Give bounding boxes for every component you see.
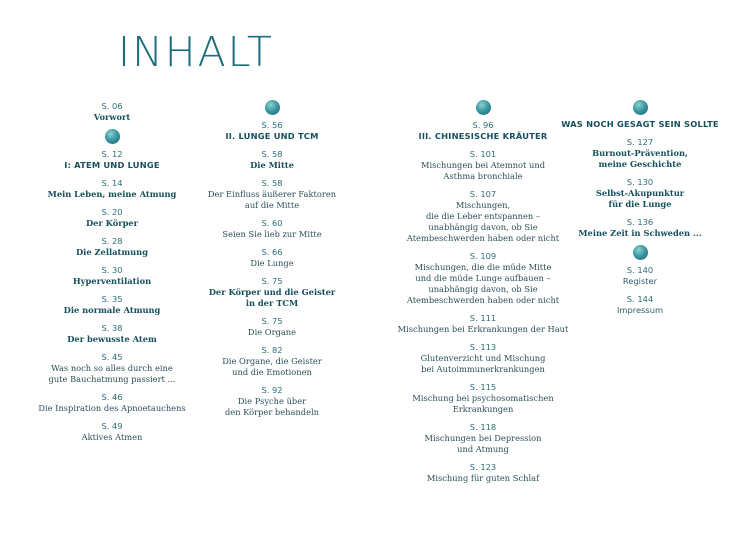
toc-entry[interactable] xyxy=(550,293,730,316)
toc-column-2 xyxy=(182,100,362,424)
toc-entry-label: Der Körper xyxy=(85,218,139,228)
toc-section-heading: WAS NOCH GESAGT SEIN SOLLTE xyxy=(561,119,719,129)
toc-page-number: S. 140 xyxy=(626,265,654,275)
toc-entry[interactable] xyxy=(22,177,202,200)
toc-entry[interactable] xyxy=(393,100,573,142)
toc-page-number: S. 46 xyxy=(101,392,123,402)
toc-entry-label: Der Einfluss äußerer Faktoren auf die Mitte xyxy=(207,189,337,210)
toc-section-heading: III. CHINESISCHE KRÄUTER xyxy=(418,131,548,141)
toc-page-number: S. 144 xyxy=(626,294,654,304)
toc-entry-label: Der bewusste Atem xyxy=(67,334,157,344)
toc-entry-label: Burnout-Prävention, meine Geschichte xyxy=(592,148,688,169)
toc-entry[interactable] xyxy=(393,381,573,415)
toc-entry[interactable] xyxy=(22,129,202,171)
toc-entry-label: Die normale Atmung xyxy=(63,305,161,315)
toc-page-number: S. 75 xyxy=(261,276,283,286)
toc-page-number: S. 58 xyxy=(261,149,283,159)
toc-entry[interactable] xyxy=(393,250,573,306)
toc-page-number: S. 109 xyxy=(469,251,497,261)
toc-page-number: S. 136 xyxy=(626,217,654,227)
toc-entry[interactable] xyxy=(182,275,362,309)
toc-entry[interactable] xyxy=(22,264,202,287)
toc-page-number: S. 38 xyxy=(101,323,123,333)
toc-page-number: S. 66 xyxy=(261,247,283,257)
toc-entry[interactable] xyxy=(550,176,730,210)
toc-page-number: S. 113 xyxy=(469,342,497,352)
toc-entry-label: Hyperventilation xyxy=(72,276,152,286)
toc-entry[interactable] xyxy=(393,461,573,484)
toc-column-4 xyxy=(550,100,730,322)
page-title: INHALT xyxy=(118,28,274,76)
toc-page-number: S. 130 xyxy=(626,177,654,187)
toc-entry-label: Seien Sie lieb zur Mitte xyxy=(222,229,322,239)
toc-entry[interactable] xyxy=(182,177,362,211)
toc-entry[interactable] xyxy=(550,245,730,287)
toc-page-number: S. 107 xyxy=(469,189,497,199)
toc-entry-label: Aktives Atmen xyxy=(81,432,143,442)
toc-page-number: S. 111 xyxy=(469,313,497,323)
toc-entry-label: Impressum xyxy=(616,305,664,315)
toc-entry-label: Mischungen bei Atemnot und Asthma bronchiale xyxy=(420,160,546,181)
toc-page-number: S. 14 xyxy=(101,178,123,188)
toc-page-number: S. 28 xyxy=(101,236,123,246)
section-dot-icon xyxy=(476,100,491,115)
toc-entry[interactable] xyxy=(393,148,573,182)
toc-entry-label: Die Mitte xyxy=(250,160,294,170)
toc-column-3 xyxy=(393,100,573,490)
toc-entry[interactable] xyxy=(393,188,573,244)
toc-entry[interactable] xyxy=(182,148,362,171)
toc-entry-label: Glutenverzicht und Mischung bei Autoimmunerkrankungen xyxy=(420,353,546,374)
toc-entry-label: Selbst-Akupunktur für die Lunge xyxy=(595,188,685,209)
toc-entry[interactable] xyxy=(182,384,362,418)
toc-section-heading: II. LUNGE UND TCM xyxy=(225,131,319,141)
toc-entry[interactable] xyxy=(22,420,202,443)
toc-page-number: S. 96 xyxy=(472,120,494,130)
toc-page-number: S. 58 xyxy=(261,178,283,188)
toc-page-number: S. 123 xyxy=(469,462,497,472)
toc-page-number: S. 45 xyxy=(101,352,123,362)
toc-entry-label: Mischungen bei Erkrankungen der Haut xyxy=(397,324,569,334)
toc-entry[interactable] xyxy=(22,206,202,229)
toc-entry-label: Mischungen, die die müde Mitte und die müde Lunge aufbauen – unabhängig davon, ob Sie Atembeschwerden haben oder nicht xyxy=(406,262,560,305)
toc-entry-label: Die Organe xyxy=(247,327,297,337)
toc-entry[interactable] xyxy=(22,391,202,414)
toc-entry-label: Mein Leben, meine Atmung xyxy=(47,189,177,199)
toc-column-1 xyxy=(22,100,202,449)
toc-entry[interactable] xyxy=(393,312,573,335)
toc-page-number: S. 115 xyxy=(469,382,497,392)
toc-entry[interactable] xyxy=(22,293,202,316)
toc-page-number: S. 35 xyxy=(101,294,123,304)
toc-entry-label: Die Lunge xyxy=(250,258,294,268)
toc-page-number: S. 49 xyxy=(101,421,123,431)
toc-entry[interactable] xyxy=(550,100,730,130)
section-dot-icon xyxy=(265,100,280,115)
toc-entry-label: Was noch so alles durch eine gute Bauchatmung passiert ... xyxy=(48,363,176,384)
toc-entry[interactable] xyxy=(22,322,202,345)
toc-entry-label: Mischungen, die die Leber entspannen – unabhängig davon, ob Sie Atembeschwerden haben oder nicht xyxy=(406,200,560,243)
toc-page-number: S. 30 xyxy=(101,265,123,275)
toc-page-number: S. 12 xyxy=(101,149,123,159)
toc-page-number: S. 92 xyxy=(261,385,283,395)
toc-entry[interactable] xyxy=(182,217,362,240)
toc-section-heading: I: ATEM UND LUNGE xyxy=(64,160,160,170)
toc-entry[interactable] xyxy=(393,341,573,375)
toc-entry-label: Die Zellatmung xyxy=(75,247,148,257)
toc-page-number: S. 20 xyxy=(101,207,123,217)
toc-entry-label: Vorwort xyxy=(93,112,131,122)
section-dot-icon xyxy=(105,129,120,144)
section-dot-icon xyxy=(633,245,648,260)
toc-entry-label: Mischung für guten Schlaf xyxy=(426,473,540,483)
toc-entry-label: Die Psyche über den Körper behandeln xyxy=(224,396,320,417)
toc-page-number: S. 60 xyxy=(261,218,283,228)
toc-page-number: S. 101 xyxy=(469,149,497,159)
toc-entry[interactable] xyxy=(550,136,730,170)
toc-entry[interactable] xyxy=(22,235,202,258)
toc-entry-label: Register xyxy=(622,276,658,286)
toc-entry[interactable] xyxy=(182,246,362,269)
toc-entry-label: Meine Zeit in Schweden ... xyxy=(578,228,702,238)
toc-entry[interactable] xyxy=(182,100,362,142)
toc-entry[interactable] xyxy=(393,421,573,455)
toc-page-number: S. 06 xyxy=(101,101,123,111)
toc-entry[interactable] xyxy=(182,315,362,338)
toc-page-number: S. 118 xyxy=(469,422,497,432)
toc-page-number: S. 127 xyxy=(626,137,654,147)
section-dot-icon xyxy=(633,100,648,115)
toc-page-number: S. 56 xyxy=(261,120,283,130)
toc-entry-label: Mischung bei psychosomatischen Erkrankungen xyxy=(412,393,554,414)
toc-page-number: S. 82 xyxy=(261,345,283,355)
toc-entry-label: Der Körper und die Geister in der TCM xyxy=(208,287,336,308)
toc-entry-label: Die Inspiration des Apnoetauchens xyxy=(38,403,186,413)
toc-page-number: S. 75 xyxy=(261,316,283,326)
toc-entry[interactable] xyxy=(550,216,730,239)
toc-entry-label: Mischungen bei Depression und Atmung xyxy=(424,433,542,454)
toc-entry[interactable] xyxy=(22,100,202,123)
toc-entry[interactable] xyxy=(182,344,362,378)
toc-entry-label: Die Organe, die Geister und die Emotionen xyxy=(222,356,322,377)
toc-entry[interactable] xyxy=(22,351,202,385)
